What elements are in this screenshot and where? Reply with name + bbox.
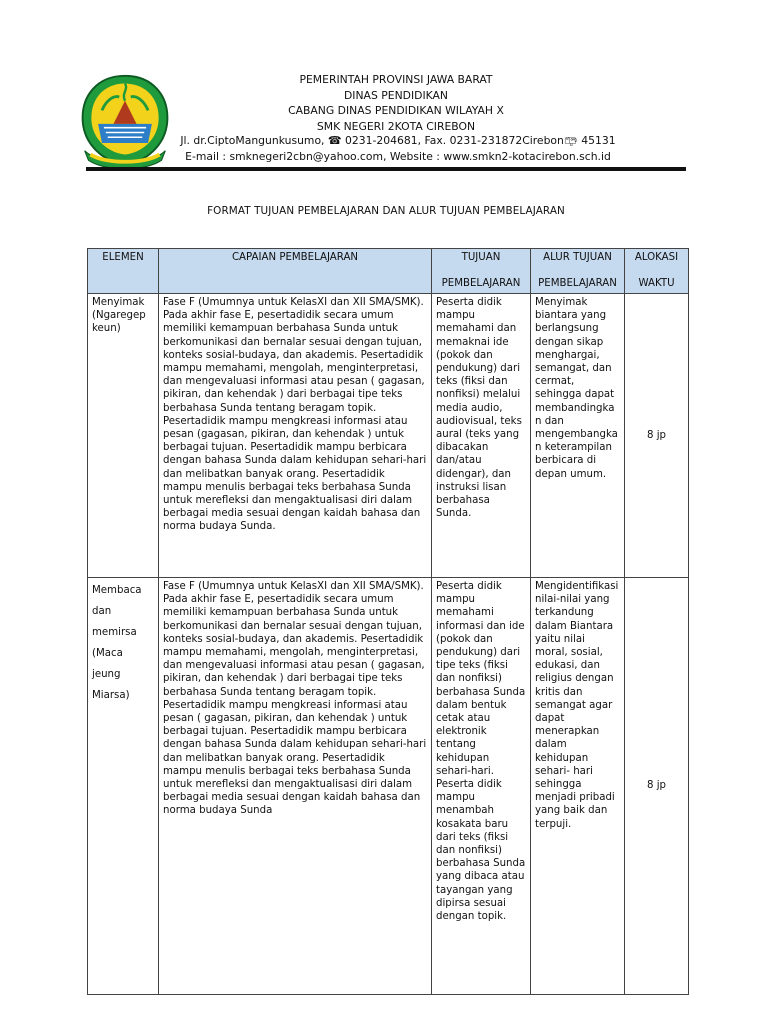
school-name: SMK NEGERI 2KOTA CIREBON xyxy=(316,119,476,133)
alur-cell: Mengidentifikasi nilai-nilai yang terkandung dalam Biantara yaitu nilai moral, sosial, edukasi, dan religius dengan kritis dan semangat agar dapat menerapkan dalam kehidupan sehari- hari sehingga menjadi pribadi yang baik dan terpuji. xyxy=(531,578,625,995)
address-postal: 45131 xyxy=(577,134,616,147)
branch-name: CABANG DINAS PENDIDIKAN WILAYAH X xyxy=(288,104,504,117)
elemen-cell: Menyimak (Ngaregep keun) xyxy=(88,294,159,578)
header-elemen-label: ELEMEN xyxy=(102,252,144,263)
elemen-line: (Maca xyxy=(92,648,123,659)
table-header-row xyxy=(88,249,689,294)
header-tujuan-label-2: PEMBELAJARAN xyxy=(441,278,521,290)
table-row xyxy=(88,294,689,578)
capaian-cell: Fase F (Umumnya untuk KelasXI dan XII SMA/SMK). Pada akhir fase E, pesertadidik secara umum memiliki kemampuan berbahasa Sunda untuk berkomunikasi dan bernalar sesuai dengan tujuan, konteks sosial-budaya, dan akademis. Pesertadidik mampu memahami, mengolah, menginterpretasi, dan mengevaluasi informasi atau pesan ( gagasan, pikiran, dan kehendak ) dari berbagai tipe teks berbahasa Sunda tentang beragam topik. Pesertadidik mampu mengkreasi informasi atau pesan (gagasan, pikiran, dan kehendak ) untuk berbagai tujuan. Pesertadidik mampu berbicara dengan bahasa Sunda dalam kehidupan sehari-hari dan melibatkan banyak orang. Pesertadidik mampu menulis berbagai teks berbahasa Sunda untuk merefleksi dan mengaktualisasi diri dalam berbagai media sesuai dengan kaidah bahasa dan norma budaya Sunda. xyxy=(159,294,432,578)
elemen-line: memirsa xyxy=(92,627,137,638)
header-alokasi xyxy=(625,249,689,294)
address-street: Jl. dr.CiptoMangunkusumo, xyxy=(180,134,328,147)
elemen-line: dan xyxy=(92,606,112,617)
address-phone-fax: 0231-204681, Fax. 0231-231872Cirebon xyxy=(341,134,564,147)
alokasi-cell: 8 jp xyxy=(625,578,689,995)
tujuan-cell: Peserta didik mampu memahami informasi dan ide (pokok dan pendukung) dari tipe teks (fiksi dan nonfiksi) berbahasa Sunda dalam bentuk cetak atau elektronik tentang kehidupan sehari-hari. Peserta didik mampu menambah kosakata baru dari teks (fiksi dan nonfiksi) berbahasa Sunda yang dibaca atau tayangan yang dipirsa sesuai dengan topik. xyxy=(432,578,531,995)
letterhead-contact xyxy=(178,133,618,164)
header-alur-label-2: PEMBELAJARAN xyxy=(538,278,617,290)
alokasi-cell: 8 jp xyxy=(625,294,689,578)
document-title: FORMAT TUJUAN PEMBELAJARAN DAN ALUR TUJUAN PEMBELAJARAN xyxy=(207,205,565,217)
tujuan-cell: Peserta didik mampu memahami dan memaknai ide (pokok dan pendukung) dari teks (fiksi dan nonfiksi) melalui media audio, audiovisual, teks aural (teks yang dibacakan dan/atau didengar), dan instruksi lisan berbahasa Sunda. xyxy=(432,294,531,578)
elemen-cell xyxy=(88,578,159,995)
elemen-line: Miarsa) xyxy=(92,690,130,701)
header-capaian-label: CAPAIAN PEMBELAJARAN xyxy=(231,252,359,263)
phone-icon: ☎ xyxy=(327,134,342,147)
elemen-line: jeung xyxy=(92,669,121,680)
table-row xyxy=(88,578,689,995)
header-capaian xyxy=(159,249,432,294)
header-tujuan xyxy=(432,249,531,294)
elemen-line: Membaca xyxy=(92,585,142,596)
header-alokasi-label-1: ALOKASI xyxy=(634,252,679,263)
header-alur xyxy=(531,249,625,294)
header-alokasi-label-2: WAKTU xyxy=(638,278,675,290)
mailbox-icon: 📪︎ xyxy=(563,134,578,147)
capaian-cell: Fase F (Umumnya untuk KelasXI dan XII SMA/SMK). Pada akhir fase E, pesertadidik secara umum memiliki kemampuan berbahasa Sunda untuk berkomunikasi dan bernalar sesuai dengan tujuan, konteks sosial-budaya, dan akademis. Pesertadidik mampu memahami, mengolah, menginterpretasi, dan mengevaluasi informasi atau pesan ( gagasan, pikiran, dan kehendak ) dari berbagai tipe teks berbahasa Sunda tentang beragam topik. Pesertadidik mampu mengkreasi informasi atau pesan ( gagasan, pikiran, dan kehendak ) untuk berbagai tujuan. Pesertadidik mampu berbicara dengan bahasa Sunda dalam kehidupan sehari-hari dan melibatkan banyak orang. Pesertadidik mampu menulis berbagai teks berbahasa Sunda untuk merefleksi dan mengaktualisasi diri dalam berbagai media sesuai dengan kaidah bahasa dan norma budaya Sunda xyxy=(159,578,432,995)
learning-objectives-table xyxy=(87,248,689,995)
header-elemen xyxy=(88,249,159,294)
department-name: DINAS PENDIDIKAN xyxy=(343,88,448,102)
west-java-emblem-logo xyxy=(76,72,174,168)
letterhead-divider xyxy=(86,167,686,171)
letterhead xyxy=(172,72,620,134)
header-tujuan-label-1: TUJUAN xyxy=(461,252,501,263)
email-website-line: E-mail : smknegeri2cbn@yahoo.com, Website : www.smkn2-kotacirebon.sch.id xyxy=(185,149,611,163)
government-name: PEMERINTAH PROVINSI JAWA BARAT xyxy=(299,73,493,86)
alur-cell: Menyimak biantara yang berlangsung dengan sikap menghargai, semangat, dan cermat, sehingga dapat membandingka n dan mengembangka n keterampilan berbicara di depan umum. xyxy=(531,294,625,578)
address-line xyxy=(178,133,618,149)
header-alur-label-1: ALUR TUJUAN xyxy=(543,252,612,263)
